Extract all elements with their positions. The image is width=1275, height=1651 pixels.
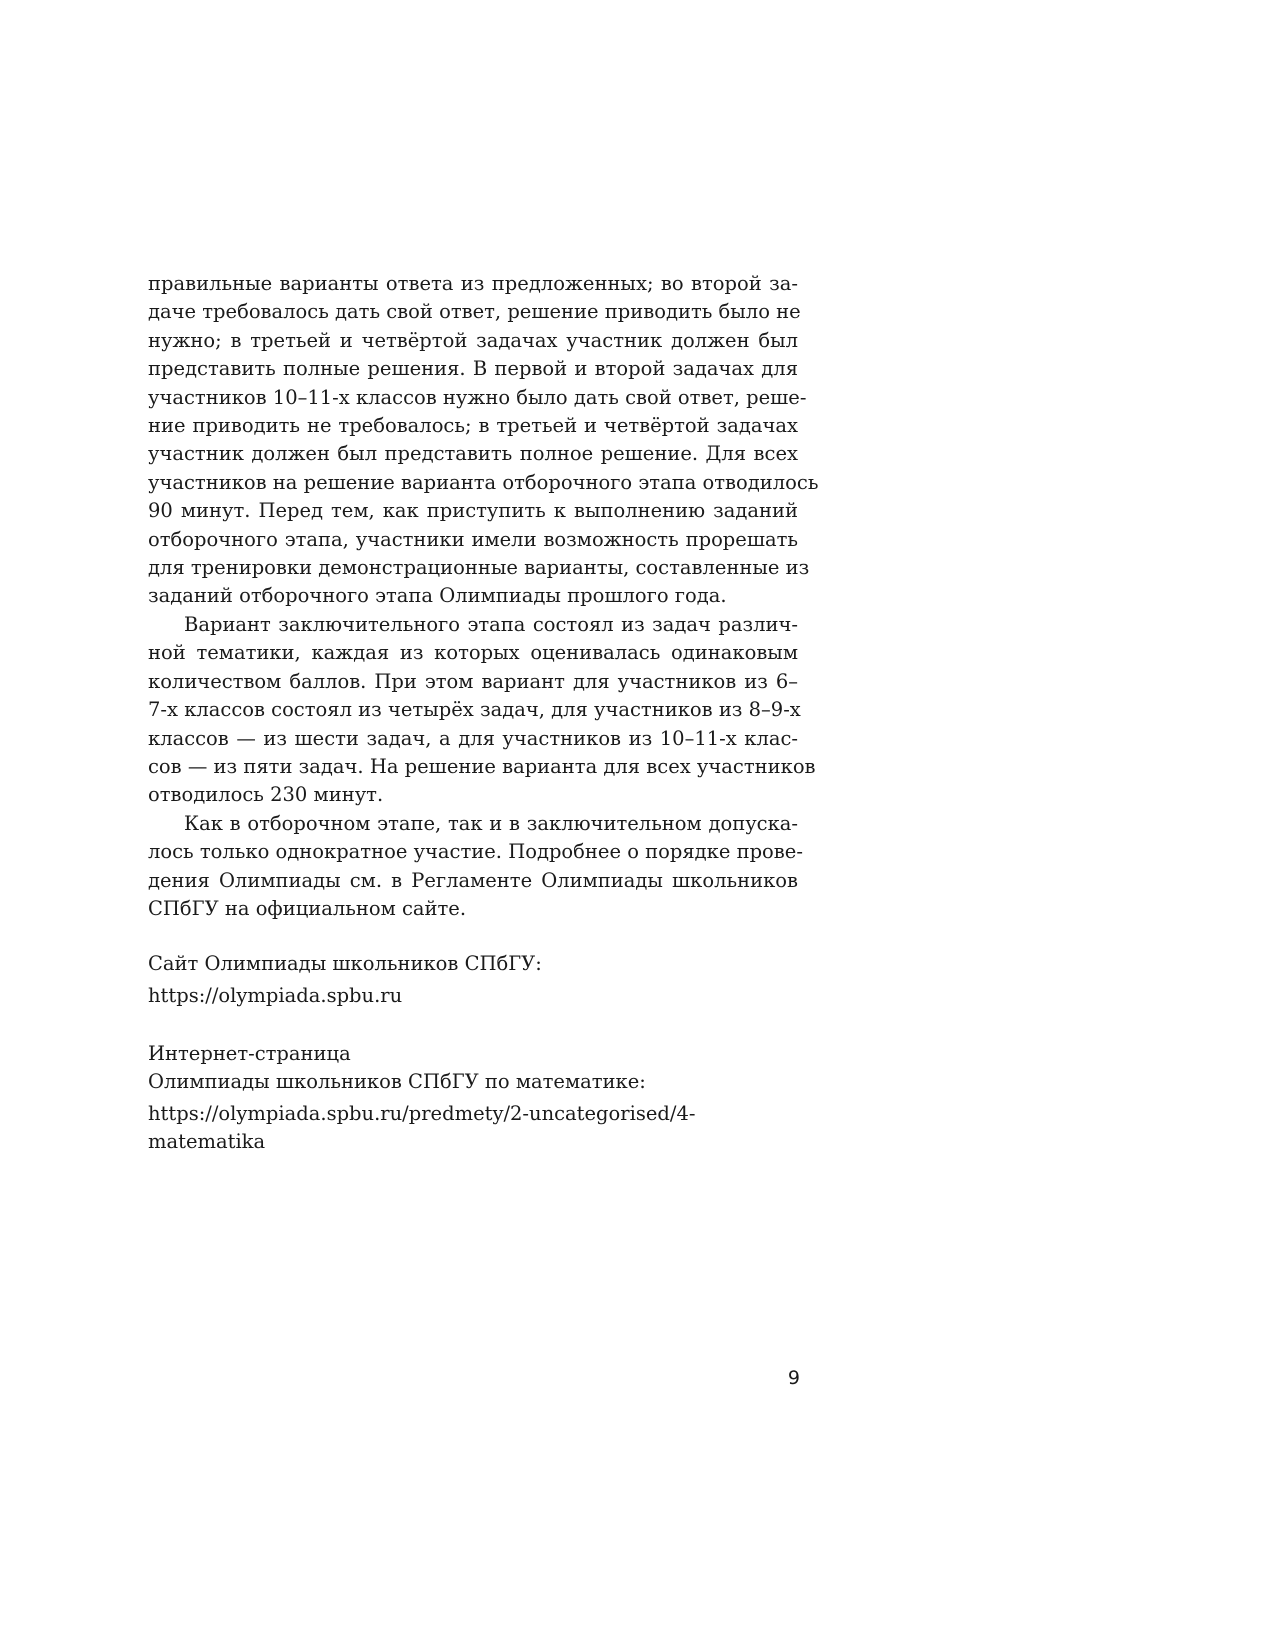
body-text: [148, 270, 819, 923]
text-line: Вариант заключительного этапа состоял из задач различ-: [184, 612, 798, 636]
text-line: количеством баллов. При этом вариант для участников из 6–: [148, 669, 798, 693]
text-line: участников 10–11-х классов нужно было дать свой ответ, реше-: [148, 385, 807, 409]
text-line: ние приводить не требовалось; в третьей и четвёртой задачах: [148, 414, 798, 438]
text-line: ной тематики, каждая из которых оценивалась одинаковым: [148, 641, 798, 665]
text-line: для тренировки демонстрационные варианты, составленные из: [148, 556, 810, 580]
text-line: заданий отборочного этапа Олимпиады прошлого года.: [148, 584, 727, 608]
math-page-url-link[interactable]: https://olympiada.spbu.ru/predmety/2-uncategorised/4-: [148, 1102, 696, 1125]
text-line: отборочного этапа, участники имели возможность прорешать: [148, 527, 798, 551]
math-page-label: Интернет-страница: [148, 1042, 351, 1065]
text-line: нужно; в третьей и четвёртой задачах участник должен был: [148, 328, 798, 352]
site-label: Сайт Олимпиады школьников СПбГУ:: [148, 952, 542, 975]
text-line: участник должен был представить полное решение. Для всех: [148, 442, 798, 466]
text-line: 90 минут. Перед тем, как приступить к выполнению заданий: [148, 499, 798, 523]
text-line: отводилось 230 минут.: [148, 783, 384, 807]
paragraph-3: [148, 810, 803, 924]
text-line: СПбГУ на официальном сайте.: [148, 896, 467, 920]
text-line: правильные варианты ответа из предложенных; во второй за-: [148, 272, 798, 295]
paragraph-2: [148, 611, 816, 810]
text-line: дения Олимпиады см. в Регламенте Олимпиады школьников: [148, 868, 798, 892]
page-number: 9: [787, 1367, 800, 1389]
math-page-url-link-continued[interactable]: matematika: [148, 1130, 266, 1153]
paragraph-1: [148, 270, 819, 611]
text-line: лось только однократное участие. Подробнее о порядке прове-: [148, 840, 803, 864]
text-line: сов — из пяти задач. На решение варианта для всех участников: [148, 754, 816, 778]
text-line: Как в отборочном этапе, так и в заключительном допуска-: [184, 811, 798, 835]
text-line: классов — из шести задач, а для участников из 10–11-х клас-: [148, 726, 798, 750]
text-line: представить полные решения. В первой и второй задачах для: [148, 357, 798, 381]
text-line: 7-х классов состоял из четырёх задач, для участников из 8–9-х: [148, 698, 801, 722]
text-line: участников на решение варианта отборочного этапа отводилось: [148, 470, 819, 494]
text-line: даче требовалось дать свой ответ, решение приводить было не: [148, 300, 801, 324]
math-page-label-continued: Олимпиады школьников СПбГУ по математике:: [148, 1070, 646, 1093]
site-url-link[interactable]: https://olympiada.spbu.ru: [148, 984, 403, 1007]
